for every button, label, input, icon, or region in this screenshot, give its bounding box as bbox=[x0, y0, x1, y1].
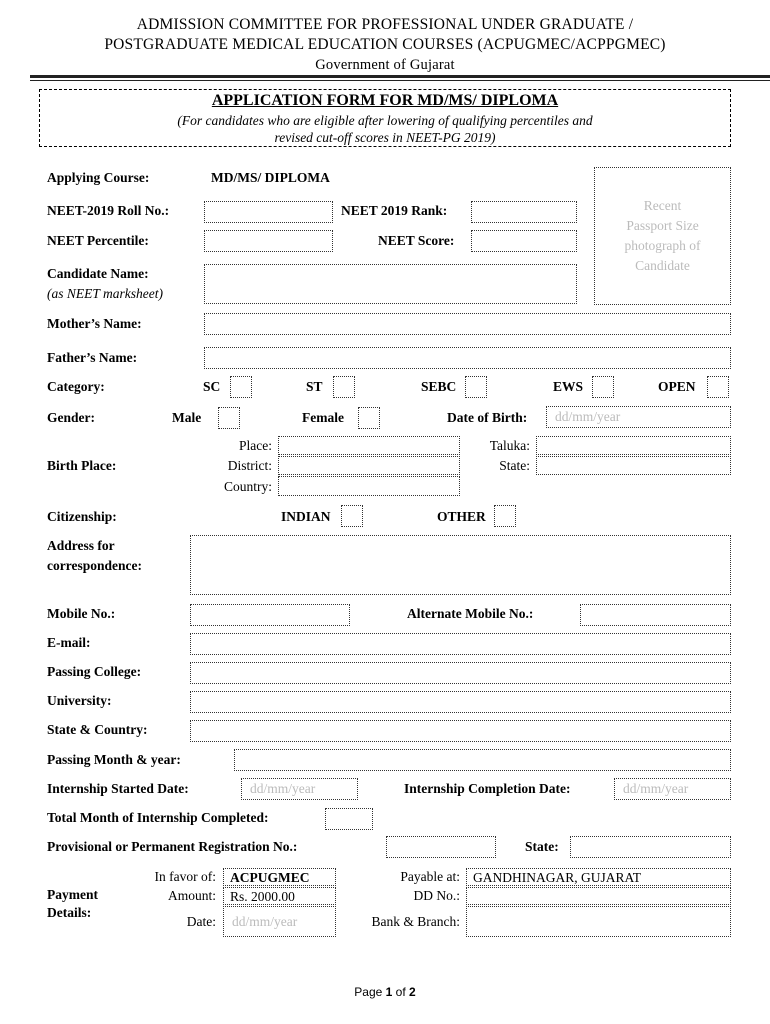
payment-date-input[interactable]: dd/mm/year bbox=[223, 906, 336, 937]
roll-no-label: NEET-2019 Roll No.: bbox=[47, 203, 170, 218]
category-sebc-checkbox[interactable] bbox=[465, 376, 487, 398]
header-rule-thin bbox=[30, 80, 770, 81]
district-input[interactable] bbox=[278, 456, 460, 475]
amount-value[interactable]: Rs. 2000.00 bbox=[223, 887, 336, 905]
rank-label: NEET 2019 Rank: bbox=[341, 203, 448, 218]
page-of: of bbox=[395, 985, 406, 999]
dob-label: Date of Birth: bbox=[447, 410, 528, 425]
header-line-3: Government of Gujarat bbox=[315, 57, 455, 73]
father-name-label: Father’s Name: bbox=[47, 350, 138, 365]
candidate-name-input[interactable] bbox=[204, 264, 577, 304]
internship-end-input[interactable]: dd/mm/year bbox=[614, 778, 731, 800]
category-open-checkbox[interactable] bbox=[707, 376, 729, 398]
category-st-checkbox[interactable] bbox=[333, 376, 355, 398]
candidate-name-note: (as NEET marksheet) bbox=[47, 286, 163, 301]
citizenship-indian-label: INDIAN bbox=[281, 509, 331, 524]
bank-branch-label: Bank & Branch: bbox=[371, 914, 460, 929]
university-label: University: bbox=[47, 693, 112, 708]
registration-state-label: State: bbox=[525, 839, 559, 854]
applying-course-label: Applying Course: bbox=[47, 170, 150, 185]
payable-at-label: Payable at: bbox=[400, 869, 460, 884]
mother-name-label: Mother’s Name: bbox=[47, 316, 142, 331]
in-favor-label: In favor of: bbox=[154, 869, 216, 884]
applying-course-value: MD/MS/ DIPLOMA bbox=[211, 170, 330, 185]
passing-month-label: Passing Month & year: bbox=[47, 752, 181, 767]
alt-mobile-input[interactable] bbox=[580, 604, 731, 626]
form-subtitle-1: (For candidates who are eligible after lowering of qualifying percentiles and bbox=[177, 113, 593, 128]
page-number bbox=[0, 985, 770, 999]
payment-label-2: Details: bbox=[47, 905, 92, 920]
college-input[interactable] bbox=[190, 662, 731, 684]
dob-input[interactable]: dd/mm/year bbox=[546, 406, 731, 428]
category-label: Category: bbox=[47, 379, 105, 394]
email-label: E-mail: bbox=[47, 635, 91, 650]
category-ews-checkbox[interactable] bbox=[592, 376, 614, 398]
percentile-input[interactable] bbox=[204, 230, 333, 252]
alt-mobile-label: Alternate Mobile No.: bbox=[407, 606, 534, 621]
citizenship-label: Citizenship: bbox=[47, 509, 117, 524]
address-input[interactable] bbox=[190, 535, 731, 595]
citizenship-other-label: OTHER bbox=[437, 509, 486, 524]
bank-branch-input[interactable] bbox=[466, 906, 731, 937]
header-rule-thick bbox=[30, 75, 770, 78]
photo-box[interactable] bbox=[594, 167, 731, 305]
registration-state-input[interactable] bbox=[570, 836, 731, 858]
state-country-input[interactable] bbox=[190, 720, 731, 742]
photo-text-4: Candidate bbox=[635, 258, 690, 273]
country-label: Country: bbox=[223, 479, 272, 494]
gender-label: Gender: bbox=[47, 410, 95, 425]
address-label-1: Address for bbox=[47, 538, 115, 553]
university-input[interactable] bbox=[190, 691, 731, 713]
state-country-label: State & Country: bbox=[47, 722, 148, 737]
mobile-label: Mobile No.: bbox=[47, 606, 116, 621]
mobile-input[interactable] bbox=[190, 604, 350, 626]
page-total: 2 bbox=[409, 985, 416, 999]
dd-no-label: DD No.: bbox=[413, 888, 460, 903]
form-subtitle-2: revised cut-off scores in NEET-PG 2019) bbox=[274, 130, 496, 145]
photo-text-3: photograph of bbox=[624, 238, 701, 253]
internship-start-input[interactable]: dd/mm/year bbox=[241, 778, 358, 800]
internship-start-label: Internship Started Date: bbox=[47, 781, 189, 796]
photo-text-1: Recent bbox=[643, 198, 682, 213]
category-option-ews: EWS bbox=[553, 379, 584, 394]
candidate-name-label: Candidate Name: bbox=[47, 266, 149, 281]
dd-no-input[interactable] bbox=[466, 887, 731, 905]
mother-name-input[interactable] bbox=[204, 313, 731, 335]
gender-female-label: Female bbox=[302, 410, 344, 425]
gender-male-label: Male bbox=[172, 410, 202, 425]
category-option-sebc: SEBC bbox=[421, 379, 457, 394]
citizenship-other-checkbox[interactable] bbox=[494, 505, 516, 527]
place-label: Place: bbox=[239, 438, 272, 453]
state-input[interactable] bbox=[536, 456, 731, 475]
address-label-2: correspondence: bbox=[47, 558, 142, 573]
score-label: NEET Score: bbox=[378, 233, 455, 248]
internship-total-label: Total Month of Internship Completed: bbox=[47, 810, 269, 825]
college-label: Passing College: bbox=[47, 664, 142, 679]
roll-no-input[interactable] bbox=[204, 201, 333, 223]
percentile-label: NEET Percentile: bbox=[47, 233, 149, 248]
category-sc-checkbox[interactable] bbox=[230, 376, 252, 398]
internship-total-input[interactable] bbox=[325, 808, 373, 830]
header-line-1: ADMISSION COMMITTEE FOR PROFESSIONAL UNDER GRADUATE / bbox=[136, 16, 634, 33]
father-name-input[interactable] bbox=[204, 347, 731, 369]
gender-male-checkbox[interactable] bbox=[218, 407, 240, 429]
category-option-sc: SC bbox=[203, 379, 221, 394]
citizenship-indian-checkbox[interactable] bbox=[341, 505, 363, 527]
form-title: APPLICATION FORM FOR MD/MS/ DIPLOMA bbox=[211, 92, 559, 109]
passing-month-input[interactable] bbox=[234, 749, 731, 771]
district-label: District: bbox=[227, 458, 272, 473]
taluka-label: Taluka: bbox=[489, 438, 530, 453]
state-label: State: bbox=[499, 458, 530, 473]
page-current: 1 bbox=[385, 985, 393, 999]
score-input[interactable] bbox=[471, 230, 577, 252]
internship-end-label: Internship Completion Date: bbox=[404, 781, 571, 796]
place-input[interactable] bbox=[278, 436, 460, 455]
in-favor-value[interactable]: ACPUGMEC bbox=[223, 868, 336, 886]
registration-input[interactable] bbox=[386, 836, 496, 858]
email-input[interactable] bbox=[190, 633, 731, 655]
registration-label: Provisional or Permanent Registration No.: bbox=[47, 839, 298, 854]
payable-at-value[interactable]: GANDHINAGAR, GUJARAT bbox=[466, 868, 731, 886]
page-prefix: Page bbox=[354, 985, 383, 999]
payment-label-1: Payment bbox=[47, 887, 98, 902]
header-line-2: POSTGRADUATE MEDICAL EDUCATION COURSES (ACPUGMEC/ACPPGMEC) bbox=[104, 36, 666, 53]
country-input[interactable] bbox=[278, 476, 460, 496]
payment-date-label: Date: bbox=[186, 914, 216, 929]
rank-input[interactable] bbox=[471, 201, 577, 223]
amount-label: Amount: bbox=[167, 888, 216, 903]
category-option-st: ST bbox=[306, 379, 323, 394]
birth-place-label: Birth Place: bbox=[47, 458, 117, 473]
photo-text-2: Passport Size bbox=[626, 218, 699, 233]
category-option-open: OPEN bbox=[658, 379, 696, 394]
taluka-input[interactable] bbox=[536, 436, 731, 455]
gender-female-checkbox[interactable] bbox=[358, 407, 380, 429]
